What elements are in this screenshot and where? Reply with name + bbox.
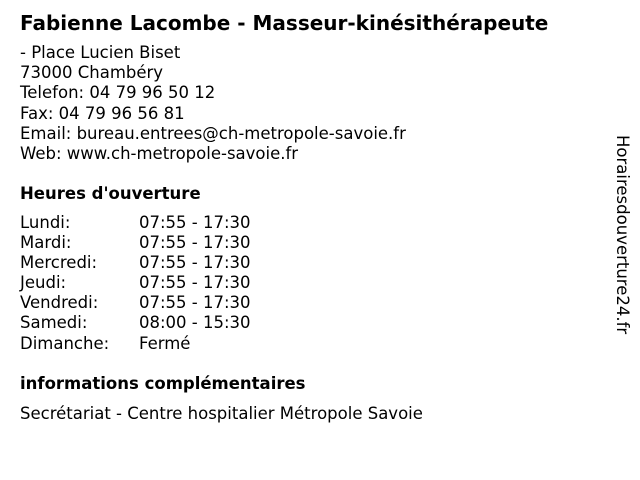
- hours-row-thursday: [20, 273, 251, 293]
- day-label: Mardi:: [20, 233, 72, 253]
- hours-row-friday: [20, 293, 251, 313]
- time-value: 07:55 - 17:30: [139, 213, 251, 232]
- time-value: 07:55 - 17:30: [139, 273, 251, 293]
- day-label: Dimanche:: [20, 333, 110, 353]
- opening-hours-heading: Heures d'ouverture: [20, 184, 201, 203]
- time-value: 08:00 - 15:30: [139, 313, 251, 333]
- phone-line: Telefon: 04 79 96 50 12: [20, 83, 216, 103]
- hours-row-sunday: [20, 334, 251, 354]
- time-value: 07:55 - 17:30: [139, 293, 251, 313]
- email-line: Email: bureau.entrees@ch-metropole-savoie.fr: [20, 123, 406, 143]
- page-title: Fabienne Lacombe - Masseur-kinésithérapeute: [20, 11, 549, 35]
- day-label: Mercredi:: [20, 253, 98, 273]
- hours-row-tuesday: [20, 233, 251, 253]
- address-line-2: 73000 Chambéry: [20, 63, 164, 83]
- hours-row-monday: [20, 213, 251, 233]
- day-label: Vendredi:: [20, 293, 99, 313]
- opening-hours-table: [20, 213, 251, 354]
- time-value: Fermé: [139, 333, 191, 353]
- day-label: Lundi:: [20, 213, 71, 232]
- additional-info-heading: informations complémentaires: [20, 374, 306, 393]
- contact-block: [20, 43, 406, 164]
- address-line-1: - Place Lucien Biset: [20, 43, 181, 62]
- day-label: Jeudi:: [20, 273, 67, 293]
- web-line: Web: www.ch-metropole-savoie.fr: [20, 144, 299, 164]
- site-watermark: Horairesdouverture24.fr: [613, 135, 632, 335]
- day-label: Samedi:: [20, 313, 88, 333]
- time-value: 07:55 - 17:30: [139, 233, 251, 253]
- fax-line: Fax: 04 79 96 56 81: [20, 103, 185, 123]
- additional-info-text: Secrétariat - Centre hospitalier Métropole Savoie: [20, 404, 423, 423]
- hours-row-wednesday: [20, 253, 251, 273]
- hours-row-saturday: [20, 313, 251, 333]
- time-value: 07:55 - 17:30: [139, 253, 251, 273]
